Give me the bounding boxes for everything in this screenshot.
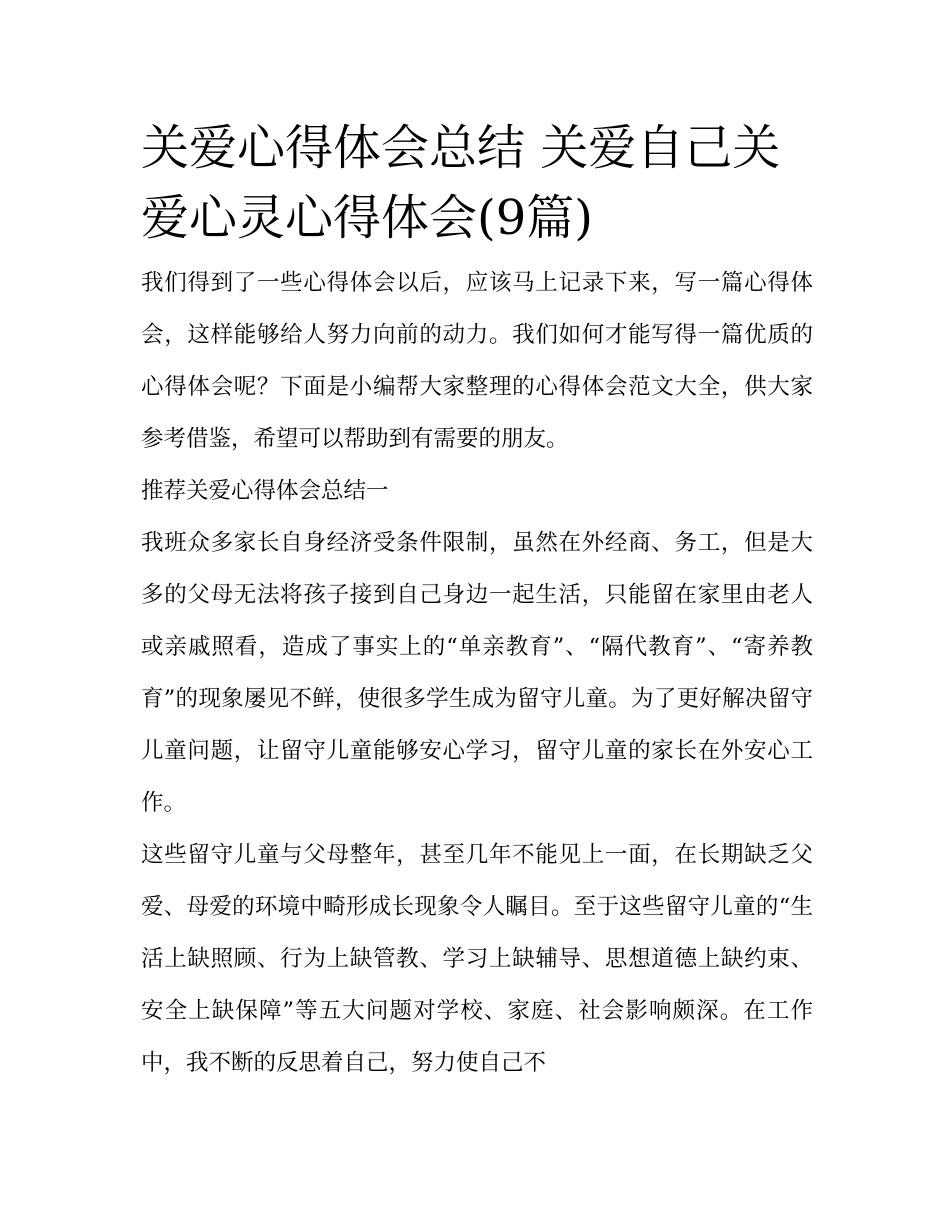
document-body [141, 113, 813, 1089]
section-heading: 推荐关爱心得体会总结一 [141, 478, 389, 504]
document-title: 关爱心得体会总结 关爱自己关爱心灵心得体会(9篇) [141, 120, 781, 246]
intro-paragraph: 我们得到了一些心得体会以后，应该马上记录下来，写一篇心得体会，这样能够给人努力向前的动力。我们如何才能写得一篇优质的心得体会呢？下面是小编帮大家整理的心得体会范文大全，供大家参考借鉴，希望可以帮助到有需要的朋友。 [141, 270, 813, 452]
body-paragraph: 我班众多家长自身经济受条件限制，虽然在外经商、务工，但是大多的父母无法将孩子接到自己身边一起生活，只能留在家里由老人或亲戚照看，造成了事实上的“单亲教育”、“隔代教育”、“寄养教育”的现象屡见不鲜，使很多学生成为留守儿童。为了更好解决留守儿童问题，让留守儿童能够安心学习，留守儿童的家长在外安心工作。 [141, 530, 813, 816]
body-paragraph: 这些留守儿童与父母整年，甚至几年不能见上一面，在长期缺乏父爱、母爱的环境中畸形成长现象令人瞩目。至于这些留守儿童的“生活上缺照顾、行为上缺管教、学习上缺辅导、思想道德上缺约束、安全上缺保障”等五大问题对学校、家庭、社会影响颇深。在工作中，我不断的反思着自己，努力使自己不 [141, 842, 813, 1076]
